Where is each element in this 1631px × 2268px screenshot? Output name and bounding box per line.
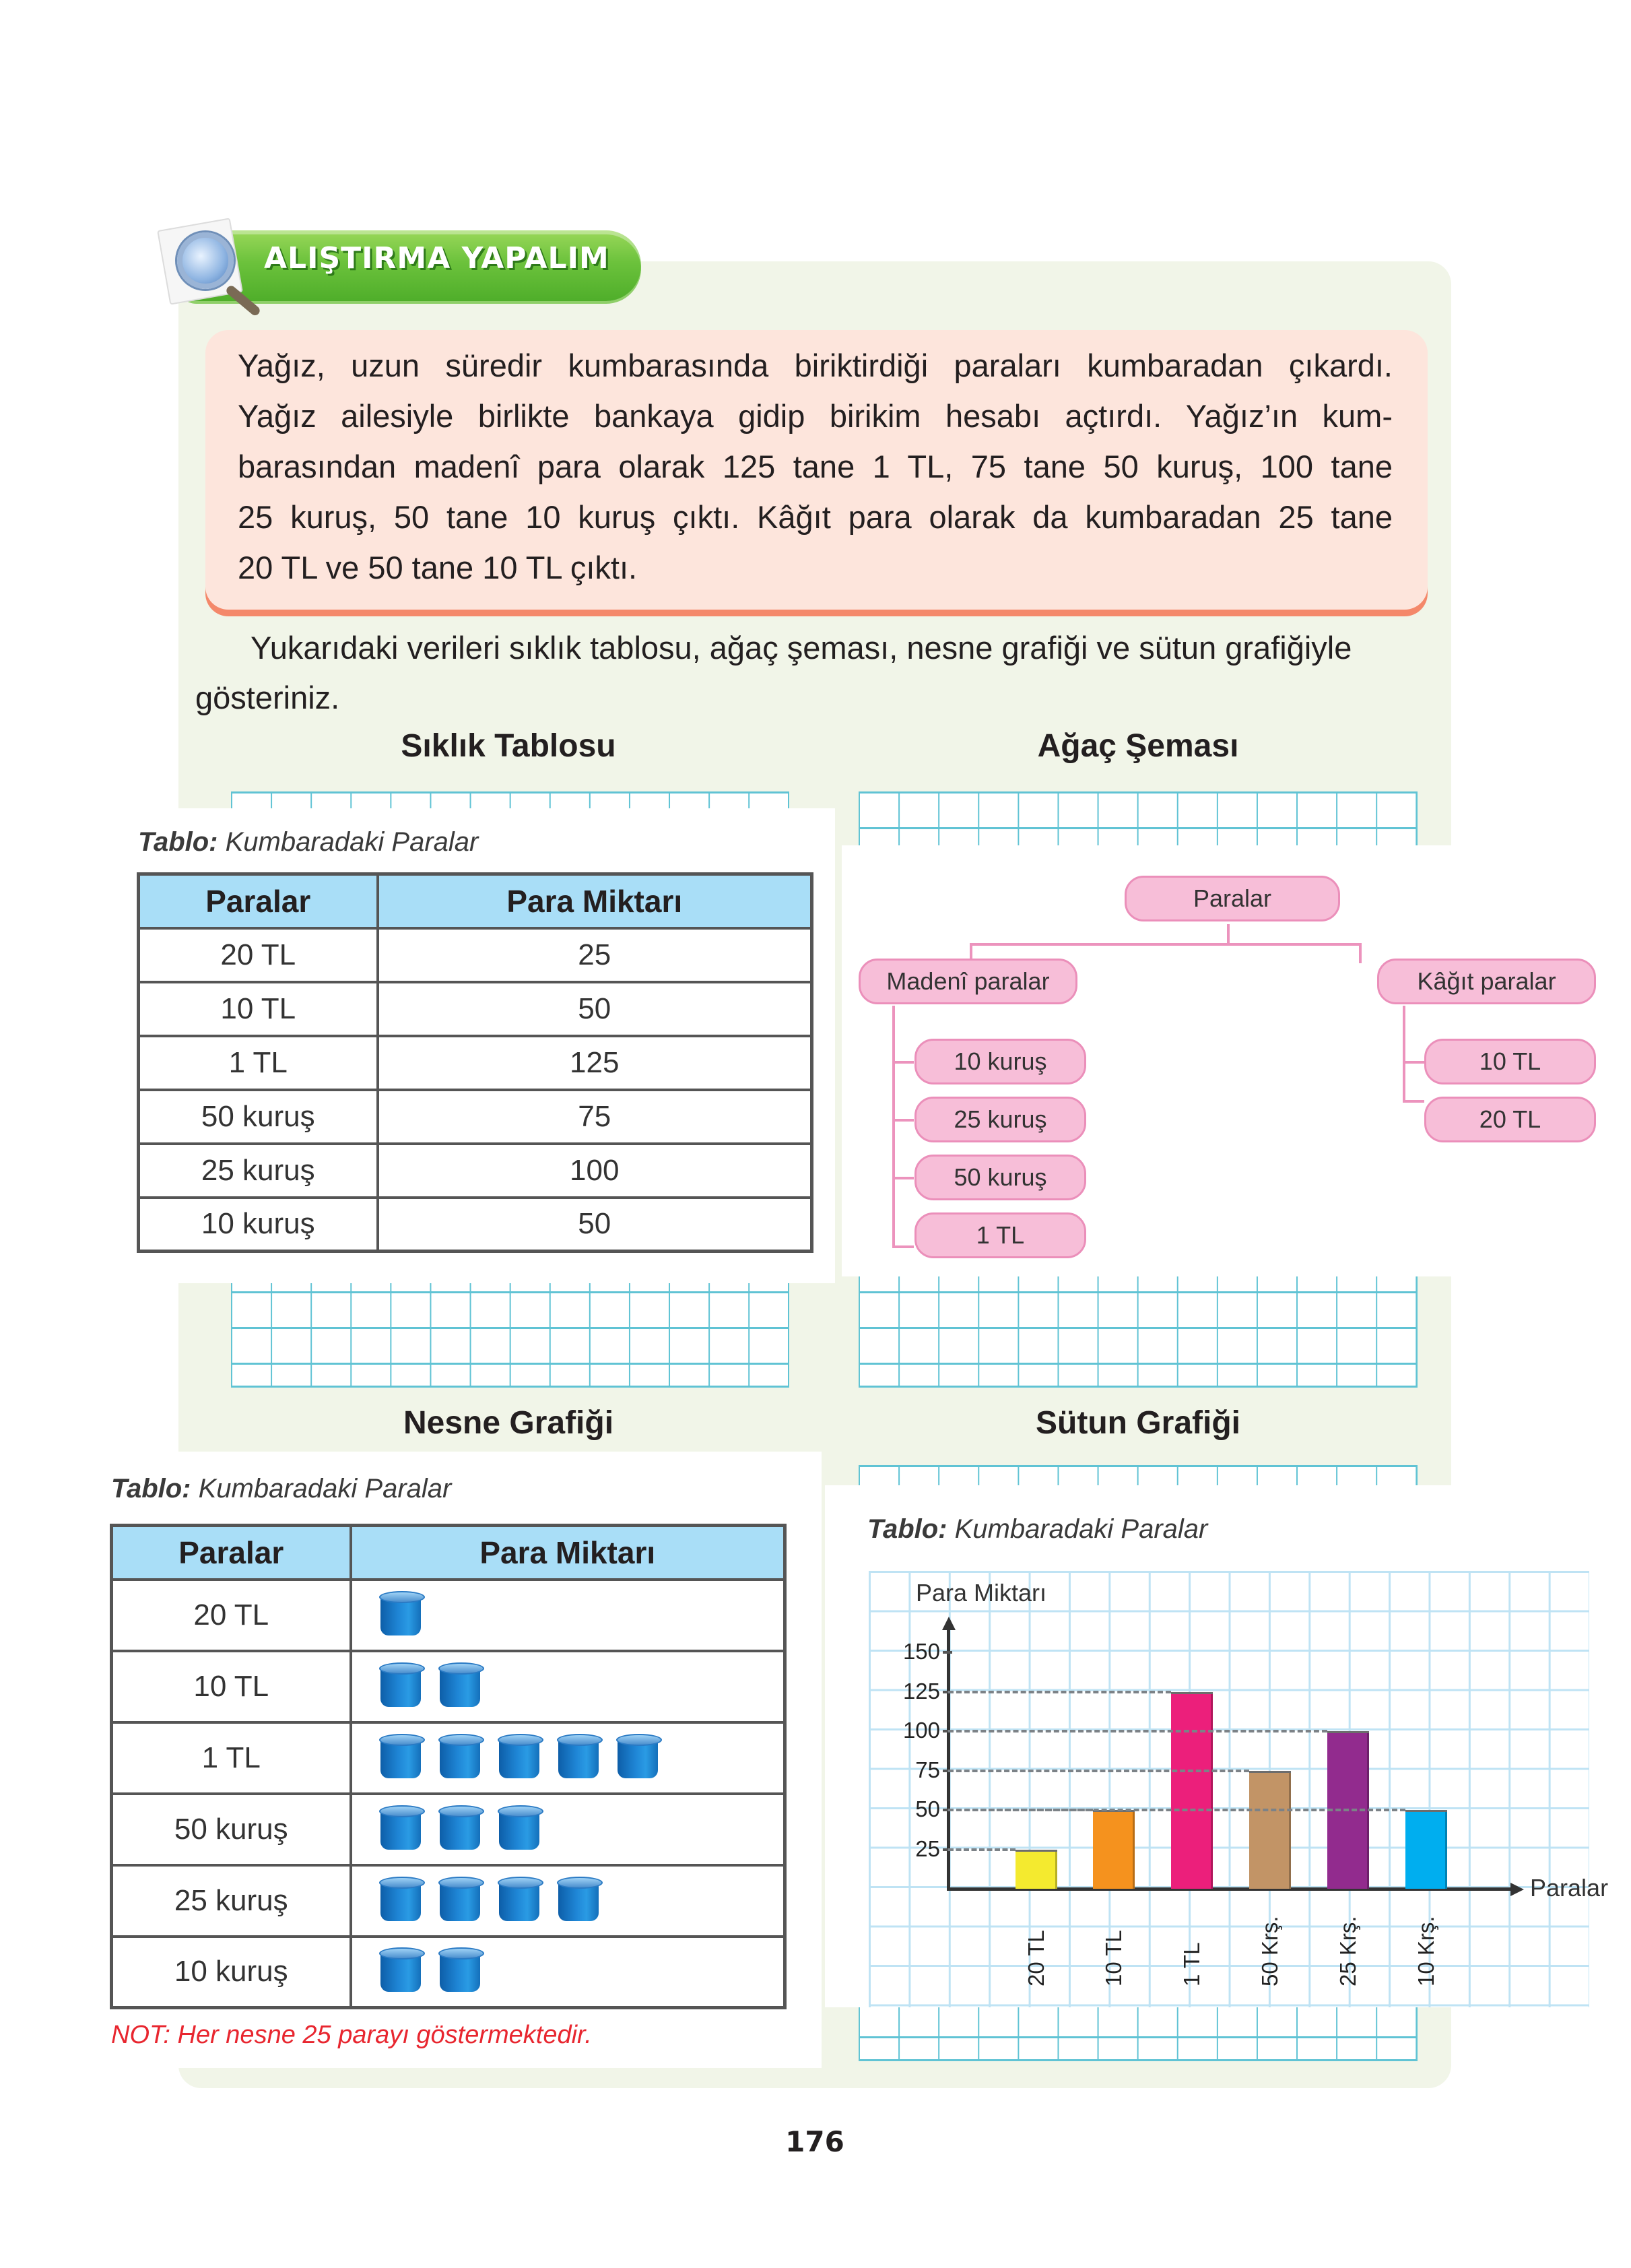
tree-connector: [892, 1061, 914, 1064]
cell-label: 25 kuruş: [139, 1144, 378, 1198]
x-axis-title: Paralar: [1530, 1874, 1609, 1902]
column-header: Para Miktarı: [351, 1526, 785, 1580]
tree-connector: [892, 1119, 914, 1122]
column-header: Para Miktarı: [378, 874, 812, 928]
story-line: Yağız, uzun süredir kumbarasında biriktirdiği paraları kumbaradan çıkardı.: [238, 348, 1393, 383]
coin-stack-icon: [379, 1805, 422, 1854]
table-row: [139, 928, 812, 982]
coin-stack-icon: [379, 1947, 422, 1996]
pictograph-note: NOT: Her nesne 25 parayı göstermektedir.: [111, 2021, 592, 2049]
bar: [1249, 1771, 1291, 1889]
coin-stack-icon: [379, 1662, 422, 1711]
table-row: [139, 1198, 812, 1252]
tree-connector: [892, 1006, 895, 1247]
story-text: [238, 340, 1393, 593]
tree-node-leaf: 10 TL: [1424, 1039, 1596, 1084]
tree-node-leaf: 20 TL: [1424, 1097, 1596, 1142]
heading-tree-diagram: Ağaç Şeması: [1037, 728, 1239, 764]
coin-stack-icon: [438, 1662, 481, 1711]
table-header-row: [112, 1526, 785, 1580]
bar: [1405, 1810, 1447, 1889]
coin-stack-icon: [438, 1734, 481, 1782]
coin-cell: [351, 1722, 785, 1794]
cell-label: 10 kuruş: [112, 1937, 351, 2008]
bar: [1016, 1850, 1057, 1889]
table-row: [139, 1144, 812, 1198]
table-row: [112, 1580, 785, 1651]
x-tick-label: 25 Krş.: [1335, 1916, 1360, 1986]
pictograph-table: [110, 1524, 787, 2009]
tree-node-coins: Madenî paralar: [859, 959, 1077, 1004]
pictograph-caption: [111, 1474, 451, 1504]
coin-stack-icon: [498, 1877, 541, 1925]
column-header: Paralar: [112, 1526, 351, 1580]
coin-stack-icon: [379, 1591, 422, 1640]
coin-stack-icon: [557, 1877, 600, 1925]
coin-stack-icon: [438, 1947, 481, 1996]
x-tick-label: 10 Krş.: [1413, 1916, 1438, 1986]
cell-label: 50 kuruş: [112, 1794, 351, 1865]
y-tick-label: 100: [902, 1718, 940, 1743]
heading-frequency-table: Sıklık Tablosu: [401, 728, 616, 764]
tree-diagram: [842, 845, 1556, 1276]
cell-label: 25 kuruş: [112, 1865, 351, 1937]
coin-cell: [351, 1865, 785, 1937]
story-line: barasından madenî para olarak 125 tane 1 TL, 75 tane 50 kuruş, 100 tane: [238, 449, 1393, 484]
cell-value: 50: [378, 1198, 812, 1252]
cell-value: 75: [378, 1090, 812, 1144]
y-tick-label: 25: [915, 1836, 940, 1861]
cell-label: 10 TL: [112, 1651, 351, 1722]
x-tick-label: 20 TL: [1024, 1930, 1048, 1986]
tree-node-leaf: 10 kuruş: [914, 1039, 1086, 1084]
column-header: Paralar: [139, 874, 378, 928]
tree-connector: [1403, 1006, 1405, 1101]
table-row: [139, 982, 812, 1036]
cell-label: 50 kuruş: [139, 1090, 378, 1144]
x-tick-label: 1 TL: [1179, 1942, 1204, 1986]
frequency-table-caption: [138, 827, 478, 857]
coin-cell: [351, 1580, 785, 1651]
y-tick-label: 75: [915, 1757, 940, 1782]
story-line: Yağız ailesiyle birlikte bankaya gidip birikim hesabı açtırdı. Yağız’ın kum-: [238, 398, 1393, 434]
cell-value: 125: [378, 1036, 812, 1090]
guide-line: [948, 1848, 1016, 1851]
tree-connector: [892, 1245, 914, 1248]
coin-stack-icon: [438, 1805, 481, 1854]
table-row: [139, 1036, 812, 1090]
caption-title: Kumbaradaki Paralar: [954, 1514, 1208, 1544]
table-header-row: [139, 874, 812, 928]
cell-label: 20 TL: [139, 928, 378, 982]
y-tick-label: 50: [915, 1796, 940, 1821]
bar-chart-caption: [867, 1514, 1207, 1545]
guide-line: [948, 1809, 1405, 1811]
magnifier-icon: [177, 232, 234, 289]
cell-label: 1 TL: [139, 1036, 378, 1090]
tree-connector: [1403, 1100, 1424, 1103]
cell-label: 10 TL: [139, 982, 378, 1036]
tree-connector: [1227, 924, 1230, 944]
cell-value: 100: [378, 1144, 812, 1198]
cell-label: 20 TL: [112, 1580, 351, 1651]
banner-title: ALIŞTIRMA YAPALIM: [264, 241, 609, 276]
coin-stack-icon: [379, 1877, 422, 1925]
y-tick-label: 125: [902, 1678, 940, 1704]
coin-cell: [351, 1794, 785, 1865]
coin-stack-icon: [498, 1734, 541, 1782]
tree-node-banknotes: Kâğıt paralar: [1377, 959, 1596, 1004]
guide-line: [948, 1691, 1171, 1693]
caption-title: Kumbaradaki Paralar: [225, 827, 479, 857]
table-row: [112, 1937, 785, 2008]
x-axis-arrow-icon: [1510, 1883, 1524, 1896]
cell-value: 25: [378, 928, 812, 982]
tree-node-leaf: 1 TL: [914, 1212, 1086, 1258]
tree-connector: [1359, 943, 1362, 963]
guide-line: [948, 1770, 1249, 1772]
cell-label: 10 kuruş: [139, 1198, 378, 1252]
table-row: [112, 1794, 785, 1865]
caption-prefix: Tablo:: [111, 1474, 191, 1503]
bar: [1171, 1692, 1213, 1889]
coin-stack-icon: [557, 1734, 600, 1782]
table-row: [112, 1722, 785, 1794]
story-line: 25 kuruş, 50 tane 10 kuruş çıktı. Kâğıt para olarak da kumbaradan 25 tane: [238, 499, 1393, 535]
story-line: 20 TL ve 50 tane 10 TL çıktı.: [238, 550, 638, 585]
tree-node-leaf: 50 kuruş: [914, 1155, 1086, 1200]
cell-label: 1 TL: [112, 1722, 351, 1794]
coin-cell: [351, 1937, 785, 2008]
y-tick-mark: [943, 1651, 952, 1654]
heading-bar-chart: Sütun Grafiği: [1036, 1405, 1240, 1441]
caption-title: Kumbaradaki Paralar: [198, 1474, 452, 1503]
x-tick-label: 50 Krş.: [1257, 1916, 1282, 1986]
coin-cell: [351, 1651, 785, 1722]
caption-prefix: Tablo:: [867, 1514, 947, 1544]
tree-node-root: Paralar: [1125, 876, 1340, 921]
frequency-table: [137, 872, 813, 1253]
guide-line: [948, 1730, 1327, 1732]
tree-node-leaf: 25 kuruş: [914, 1097, 1086, 1142]
cell-value: 50: [378, 982, 812, 1036]
page-number: 176: [785, 2125, 844, 2158]
table-row: [112, 1865, 785, 1937]
x-tick-label: 10 TL: [1101, 1930, 1126, 1986]
coin-stack-icon: [616, 1734, 659, 1782]
y-tick-label: 150: [902, 1639, 940, 1664]
table-row: [139, 1090, 812, 1144]
y-axis-title: Para Miktarı: [916, 1579, 1047, 1607]
y-axis-arrow-icon: [942, 1617, 956, 1630]
caption-prefix: Tablo:: [138, 827, 218, 857]
tree-connector: [970, 943, 1360, 946]
coin-stack-icon: [438, 1877, 481, 1925]
tree-connector: [892, 1177, 914, 1179]
tree-connector: [1403, 1061, 1424, 1064]
table-row: [112, 1651, 785, 1722]
bar-chart: [869, 1571, 1609, 2007]
heading-pictograph: Nesne Grafiği: [403, 1405, 614, 1441]
coin-stack-icon: [379, 1734, 422, 1782]
instruction-text: Yukarıdaki verileri sıklık tablosu, ağaç şeması, nesne grafiği ve sütun grafiğiyle gösteriniz.: [195, 630, 1352, 715]
coin-stack-icon: [498, 1805, 541, 1854]
bar: [1093, 1810, 1135, 1889]
